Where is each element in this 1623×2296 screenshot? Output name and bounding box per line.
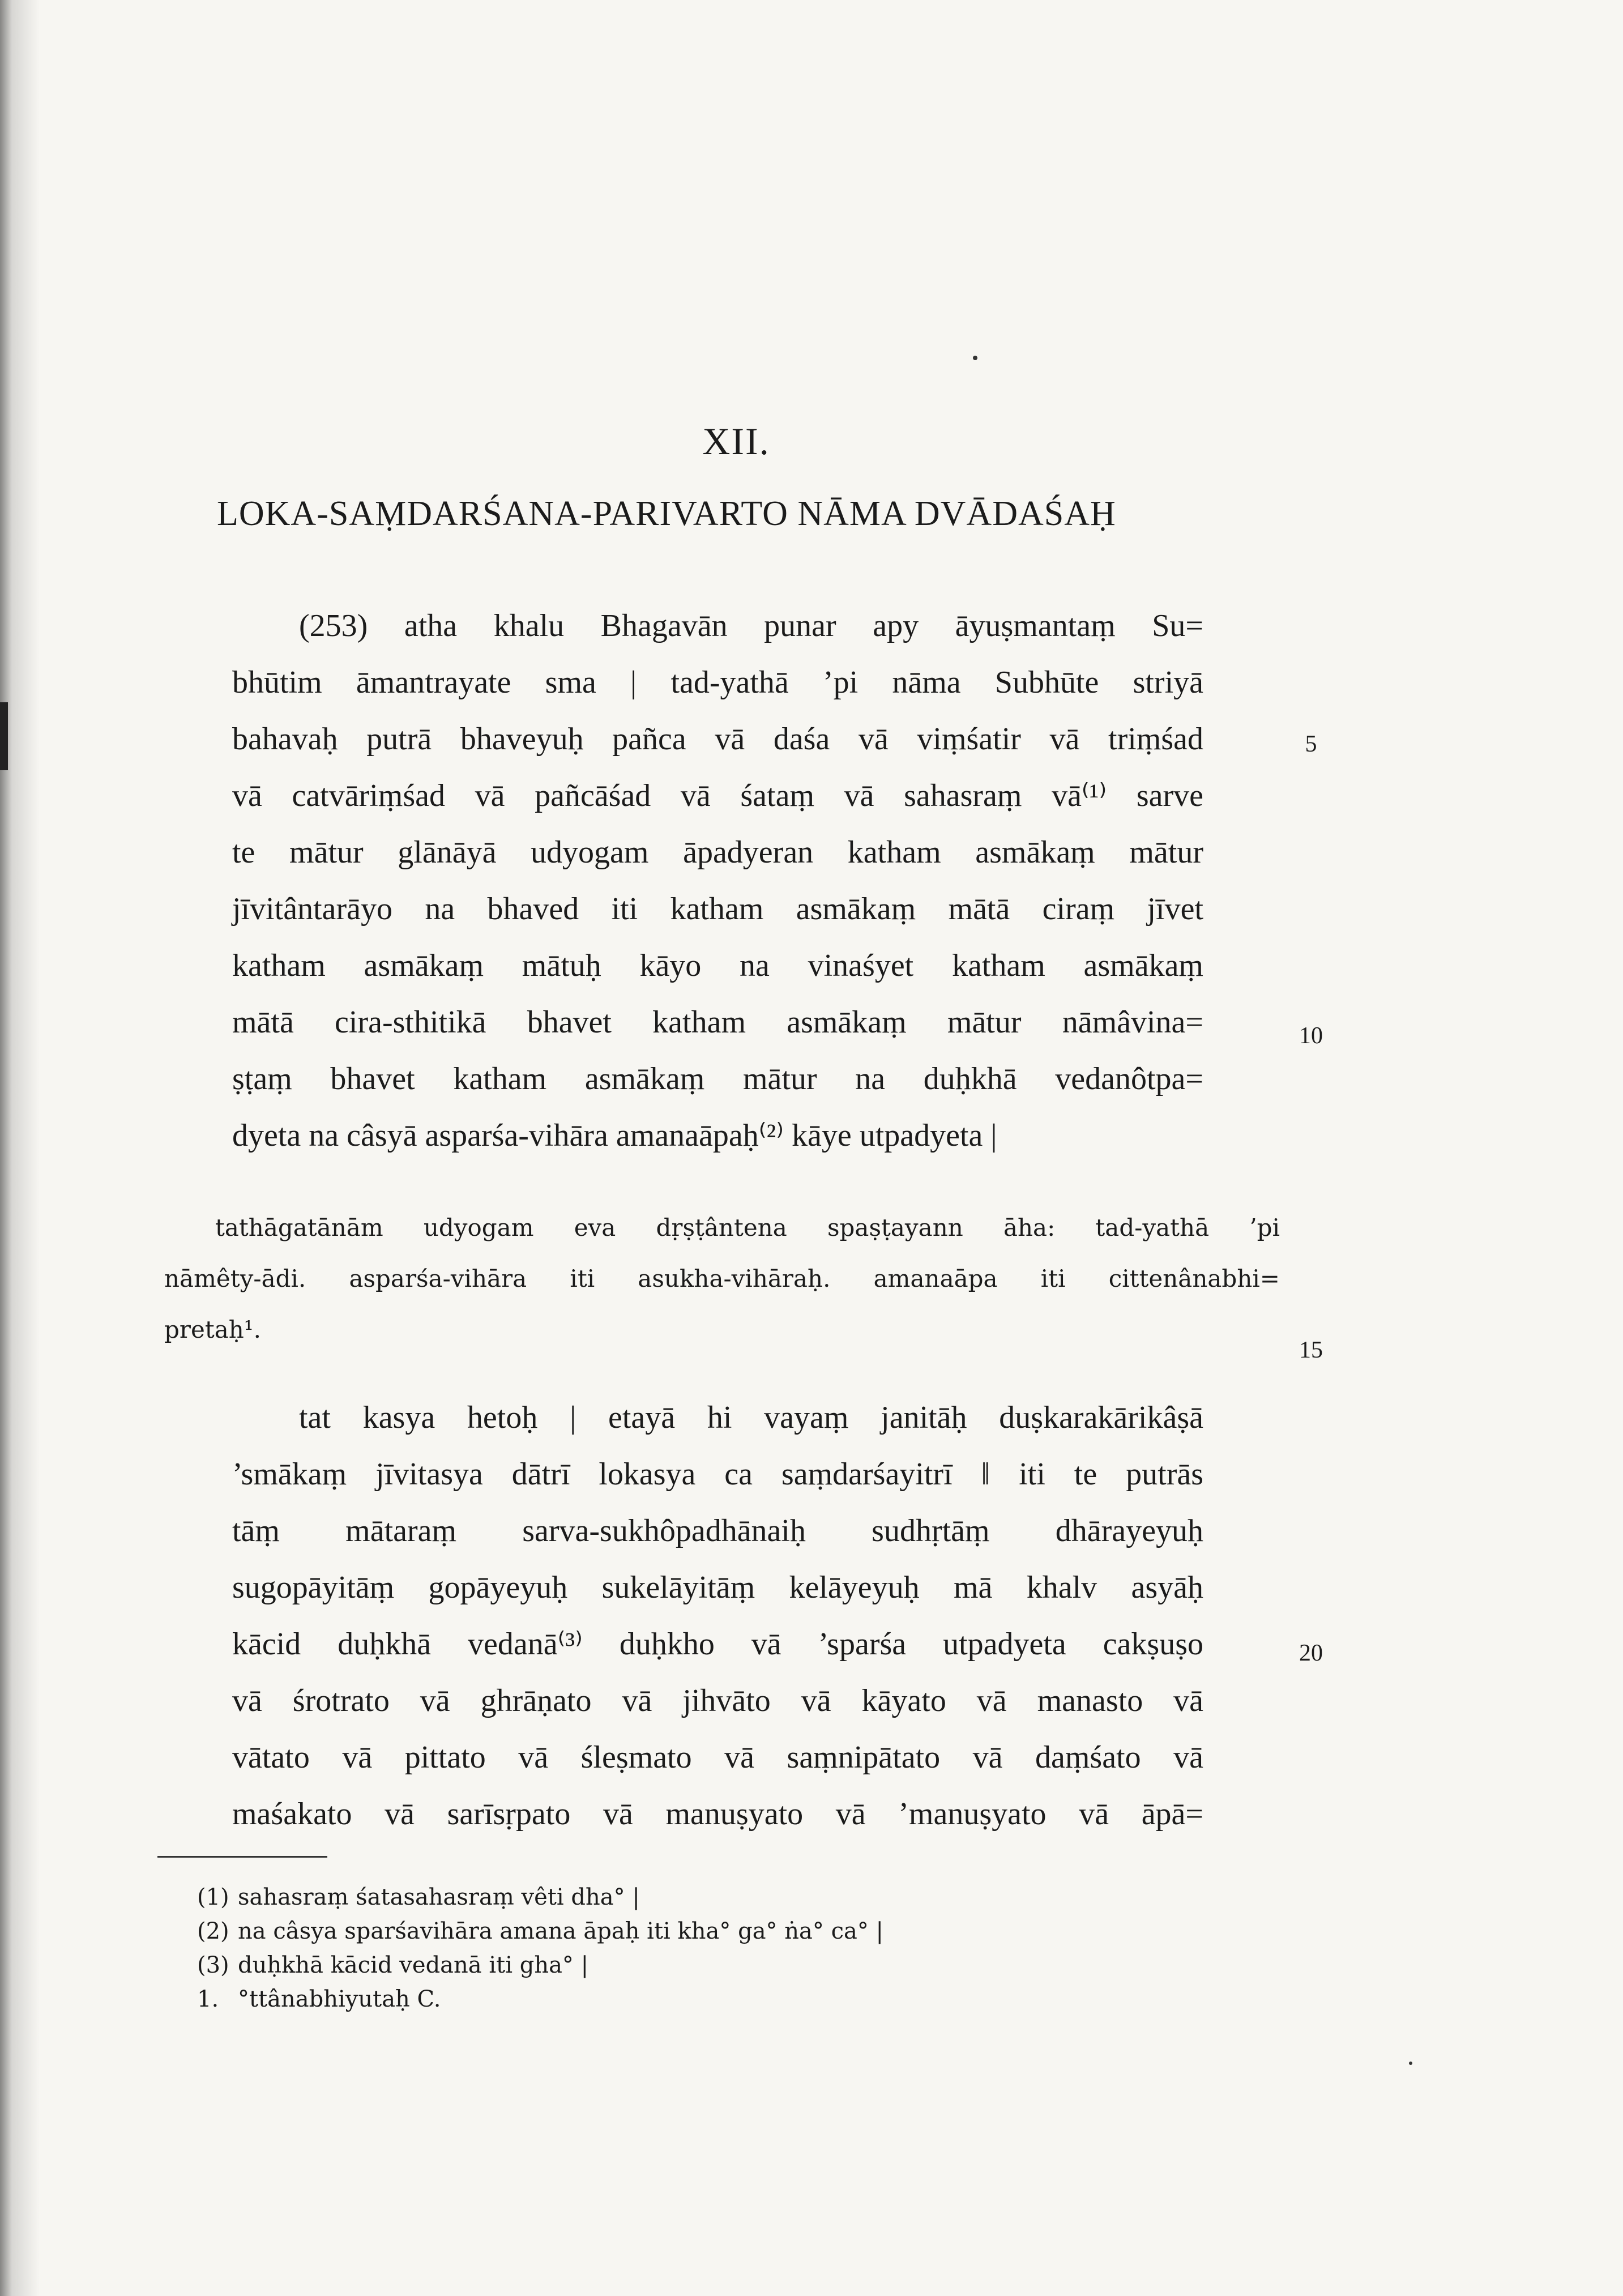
scan-speck [973,356,977,360]
footnote-marker: (2) [197,1918,229,1944]
main-text-line: vā śrotrato vā ghrāṇato vā jihvāto vā kāyato vā manasto vā [232,1683,1203,1718]
line-number: 5 [1305,731,1317,757]
main-text-line: maśakato vā sarīsṛpato vā manuṣyato vā ’manuṣyato vā āpā= [232,1796,1203,1832]
footnote-marker: 1. [197,1986,219,2012]
main-text-line: vātato vā pittato vā śleṣmato vā saṃnipātato vā daṃśato vā [232,1740,1203,1775]
main-text-line: katham asmākaṃ mātuḥ kāyo na vinaśyet katham asmākaṃ [232,948,1203,983]
footnote-rule [157,1856,327,1858]
footnote-text: sahasraṃ śatasahasraṃ vêti dha° | [238,1884,640,1910]
main-text-line: dyeta na câsyā asparśa-vihāra amanaāpaḥ⁽²⁾ kāye utpadyeta | [232,1118,997,1153]
commentary-line: tathāgatānām udyogam eva dṛṣṭântena spaṣṭayann āha: tad-yathā ’pi [215,1214,1280,1241]
footnote [197,1917,883,1945]
footnote-text: duḥkhā kācid vedanā iti gha° | [238,1952,589,1978]
chapter-title: LOKA-SAṂDARŚANA-PARIVARTO NĀMA DVĀDAŚAḤ [217,494,1116,533]
line-number: 10 [1299,1023,1323,1049]
main-text-line: bhūtim āmantrayate sma | tad-yathā ’pi nāma Subhūte striyā [232,665,1203,700]
footnote-text: na câsya sparśavihāra amana āpaḥ iti kha° ga° ṅa° ca° | [238,1918,884,1944]
main-text-line: ṣṭaṃ bhavet katham asmākaṃ mātur na duḥkhā vedanôtpa= [232,1061,1203,1096]
footnote-marker: (3) [197,1952,229,1978]
scan-edge-mark [0,702,8,770]
main-text-line: kācid duḥkhā vedanā⁽³⁾ duḥkho vā ’sparśa utpadyeta cakṣuṣo [232,1627,1203,1662]
footnote [197,1951,588,1979]
main-text-line: jīvitântarāyo na bhaved iti katham asmākaṃ mātā ciraṃ jīvet [232,891,1203,927]
scan-speck [1409,2062,1412,2065]
scan-edge-shadow [0,0,40,2296]
commentary-line: pretaḥ¹. [164,1316,261,1343]
main-text-line: tāṃ mātaraṃ sarva-sukhôpadhānaiḥ sudhṛtāṃ dhārayeyuḥ [232,1513,1203,1548]
footnote [197,1883,640,1911]
main-text-line: vā catvāriṃśad vā pañcāśad vā śataṃ vā sahasraṃ vā⁽¹⁾ sarve [232,778,1203,813]
footnote [197,1985,441,2013]
line-number: 15 [1299,1337,1323,1363]
footnote-marker: (1) [197,1884,229,1910]
main-text-line: te mātur glānāyā udyogam āpadyeran katham asmākaṃ mātur [232,835,1203,870]
chapter-number: XII. [702,420,770,463]
main-text-line: mātā cira-sthitikā bhavet katham asmākaṃ mātur nāmâvina= [232,1005,1203,1040]
main-text-line: (253) atha khalu Bhagavān punar apy āyuṣmantaṃ Su= [299,608,1203,643]
footnote-text: °ttânabhiyutaḥ C. [238,1986,441,2012]
commentary-line: nāmêty-ādi. asparśa-vihāra iti asukha-vihāraḥ. amanaāpa iti cittenânabhi= [164,1265,1280,1292]
main-text-line: sugopāyitāṃ gopāyeyuḥ sukelāyitāṃ kelāyeyuḥ mā khalv asyāḥ [232,1570,1203,1605]
line-number: 20 [1299,1640,1323,1666]
main-text-line: tat kasya hetoḥ | etayā hi vayaṃ janitāḥ duṣkarakārikâṣā [299,1400,1203,1435]
main-text-line: ’smākaṃ jīvitasya dātrī lokasya ca saṃdarśayitrī ‖ iti te putrās [232,1457,1203,1492]
main-text-line: bahavaḥ putrā bhaveyuḥ pañca vā daśa vā viṃśatir vā triṃśad [232,722,1203,757]
